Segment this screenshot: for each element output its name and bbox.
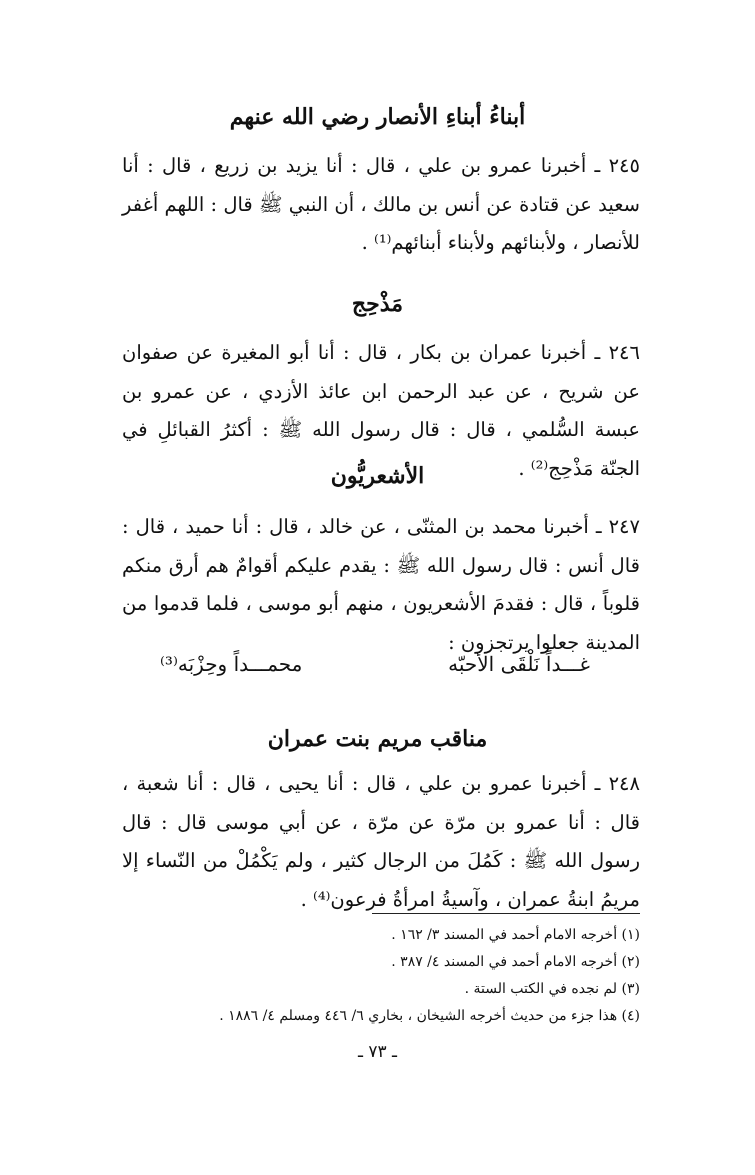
footnotes — [122, 922, 640, 1030]
footnote-2: (٢) أخرجه الامام أحمد في المسند ٤/ ٣٨٧ . — [391, 954, 640, 970]
page-number: ـ ٧٣ ـ — [357, 1042, 398, 1062]
section-heading-ansar: أبناءُ أبناءِ الأنصار رضي الله عنهم — [229, 104, 526, 130]
hadith-246: ٢٤٦ ـ أخبرنا عمران بن بكار ، قال : أنا أبو المغيرة عن صفوان عن شريح ، عن عبد الرحمن ابن عائذ الأزدي ، عن عمرو بن عبسة السُّلمي ، قال : قال رسول الله ﷺ : أكثرُ القبائلِ في الجنّة مَذْحِج⁽²⁾ . — [122, 341, 640, 480]
verse-second-hemistich: محمـــداً وحِزْبَه⁽³⁾ — [160, 652, 303, 676]
footnote-3: (٣) لم نجده في الكتب الستة . — [464, 981, 640, 997]
section-heading-ashariyyun: الأشعريُّون — [330, 463, 425, 489]
section-heading-madhhij: مَذْحِج — [351, 291, 404, 317]
hadith-248: ٢٤٨ ـ أخبرنا عمرو بن علي ، قال : أنا يحيى ، قال : أنا شعبة ، قال : أنا عمرو بن مرّة عن مرّة ، عن أبي موسى قال : قال رسول الله ﷺ : كَمُلَ من الرجال كثير ، ولم يَكْمُلْ من النّساء إلا مريمُ ابنةُ عمران ، وآسيةُ امرأةُ فرعون⁽⁴⁾ . — [122, 772, 640, 911]
hadith-247: ٢٤٧ ـ أخبرنا محمد بن المثنّى ، عن خالد ، قال : أنا حميد ، قال : قال أنس : قال رسول الله ﷺ : يقدم عليكم أقوامٌ هم أرق منكم قلوباً ، قال : فقدمَ الأشعريون ، منهم أبو موسى ، فلما قدموا من المدينة جعلوا يرتجزون : — [122, 515, 640, 654]
hadith-245: ٢٤٥ ـ أخبرنا عمرو بن علي ، قال : أنا يزيد بن زريع ، قال : أنا سعيد عن قتادة عن أنس بن مالك ، أن النبي ﷺ قال : اللهم أغفر للأنصار ، ولأبنائهم ولأبناء أبنائهم⁽¹⁾ . — [122, 154, 640, 254]
verse-first-hemistich: غـــداً نَلْقَى الأحبّه — [448, 652, 590, 676]
footnote-divider — [372, 913, 640, 914]
footnote-1: (١) أخرجه الامام أحمد في المسند ٣/ ١٦٢ . — [391, 927, 640, 943]
footnote-4: (٤) هذا جزء من حديث أخرجه الشيخان ، بخاري ٦/ ٤٤٦ ومسلم ٤/ ١٨٨٦ . — [219, 1008, 640, 1024]
section-heading-maryam: مناقب مريم بنت عمران — [267, 726, 488, 752]
poem-verse — [160, 647, 590, 681]
